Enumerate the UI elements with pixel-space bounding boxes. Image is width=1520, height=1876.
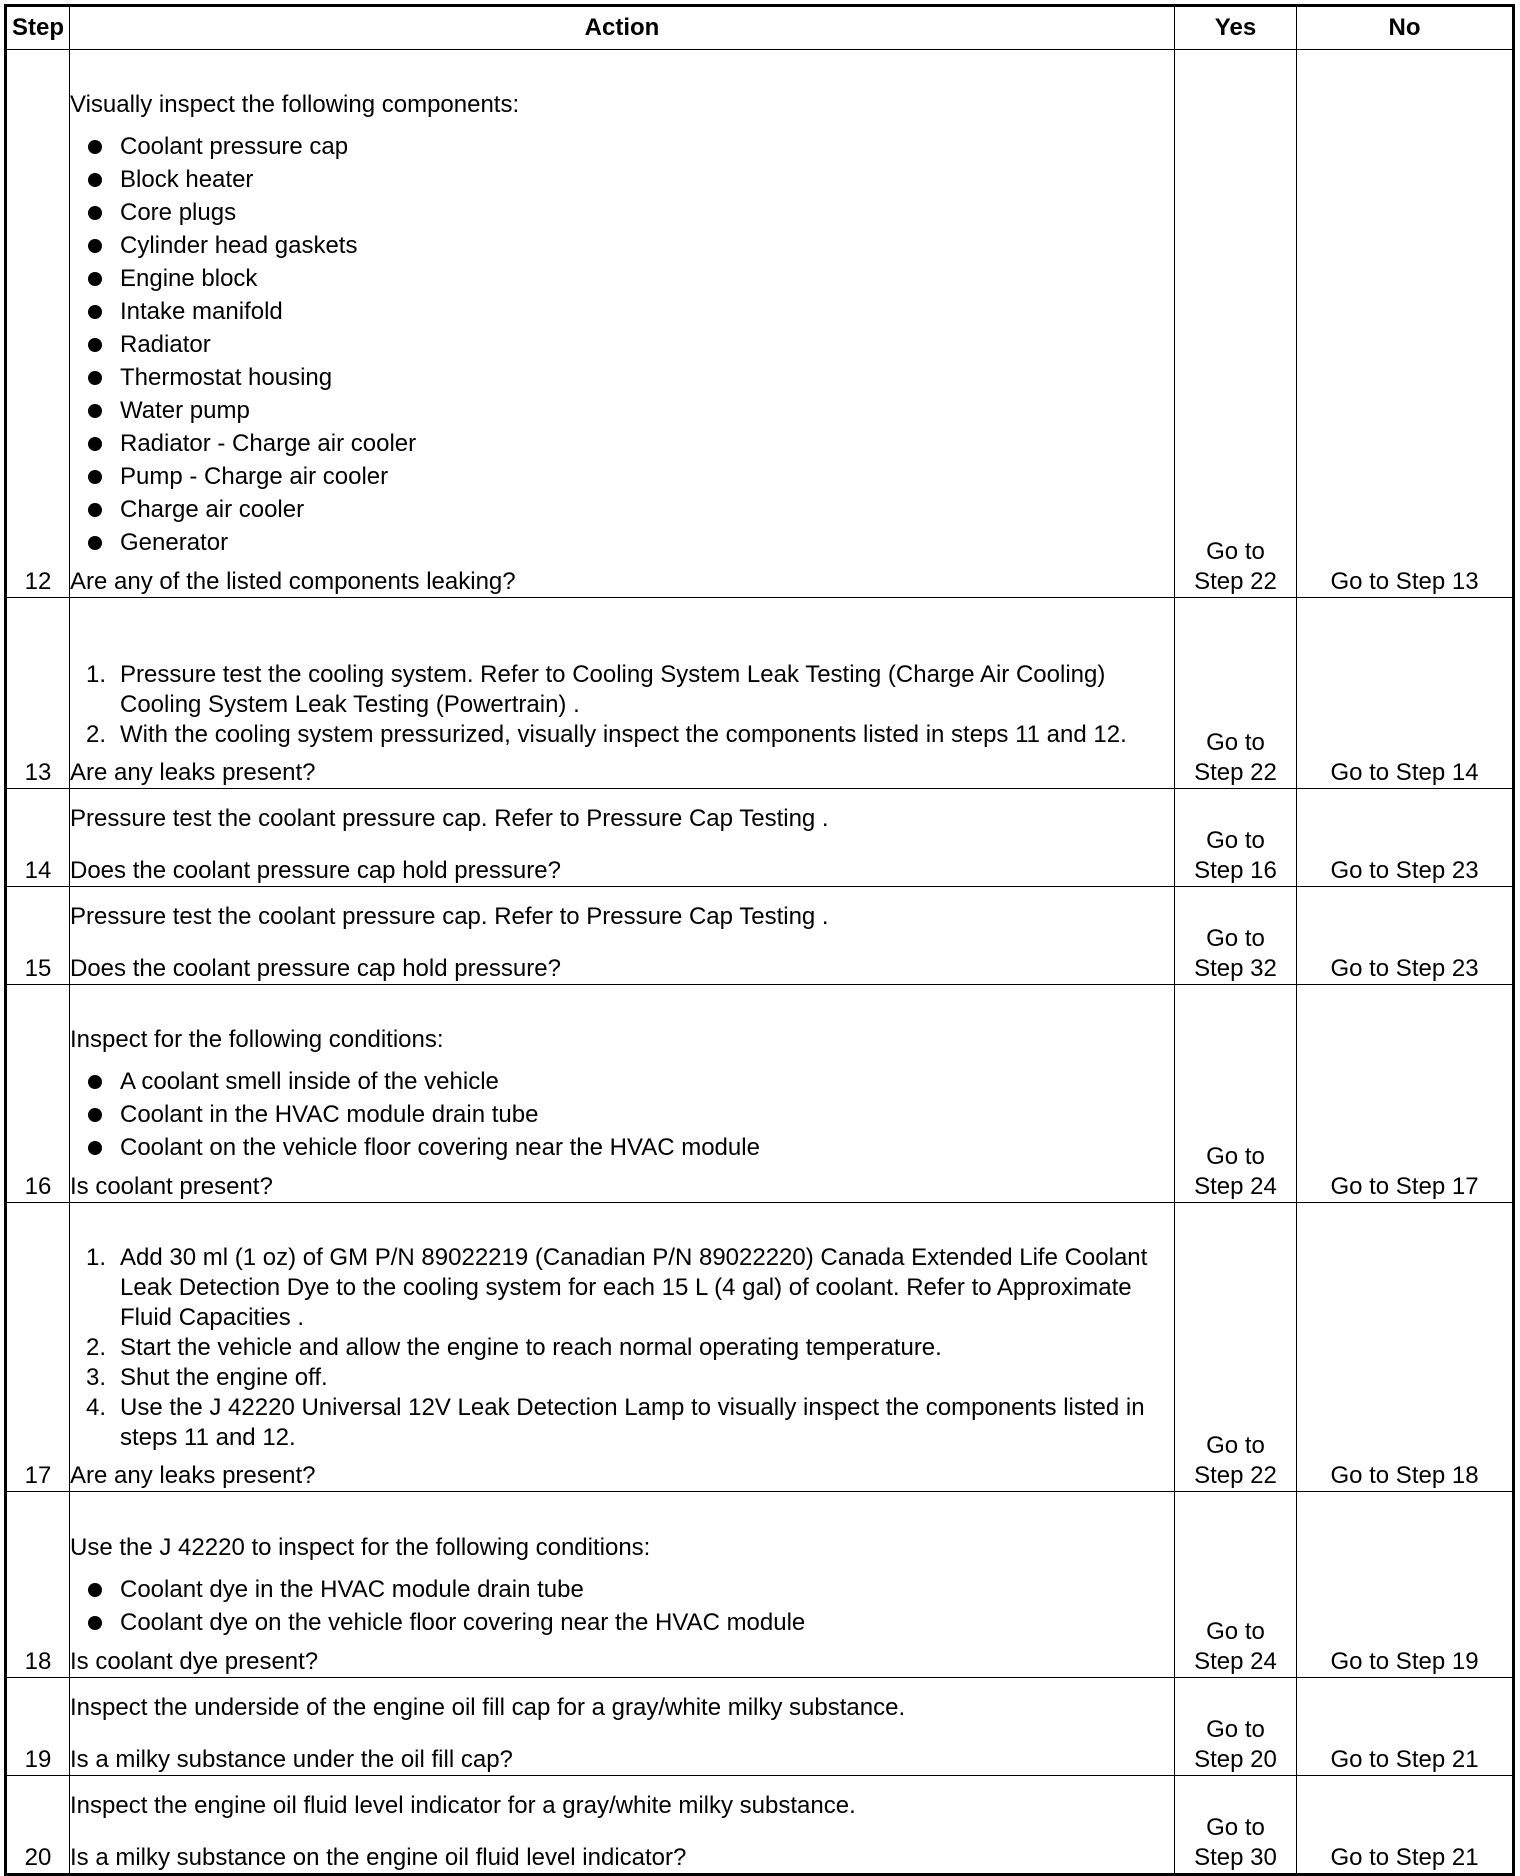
numbered-list <box>70 1243 1174 1453</box>
yes-goto-text: Go to <box>1206 1814 1265 1841</box>
numbered-item: Start the vehicle and allow the engine to reach normal operating temperature. <box>120 1334 942 1361</box>
bullet-item: Pump - Charge air cooler <box>70 460 1174 493</box>
action-instruction: Visually inspect the following components: <box>70 91 520 118</box>
yes-goto-text: Go to <box>1206 1716 1265 1743</box>
action-cell <box>70 789 1175 887</box>
spacer <box>70 834 1174 856</box>
yes-goto-text: Go to <box>1206 729 1265 756</box>
header-step: Step <box>6 6 70 50</box>
no-cell: Go to Step 23 <box>1297 887 1514 985</box>
spacer <box>70 1821 1174 1843</box>
bullet-list <box>70 130 1174 559</box>
action-question: Is a milky substance under the oil fill cap? <box>70 1746 513 1773</box>
step-number: 15 <box>6 887 70 985</box>
action-instruction: Inspect the engine oil fluid level indicator for a gray/white milky substance. <box>70 1792 856 1819</box>
yes-goto-text: Go to <box>1206 1618 1265 1645</box>
action-instruction: Inspect for the following conditions: <box>70 1026 444 1053</box>
yes-step-text: Step 22 <box>1194 568 1277 595</box>
bullet-item: Charge air cooler <box>70 493 1174 526</box>
yes-cell <box>1175 1492 1297 1678</box>
action-instruction: Pressure test the coolant pressure cap. Refer to Pressure Cap Testing . <box>70 903 829 930</box>
step-number: 18 <box>6 1492 70 1678</box>
step-number: 14 <box>6 789 70 887</box>
numbered-item: Pressure test the cooling system. Refer to Cooling System Leak Testing (Charge Air Cooling) Cooling System Leak Testing (Powertrain) . <box>120 661 1106 718</box>
action-question: Does the coolant pressure cap hold pressure? <box>70 857 561 884</box>
yes-goto-text: Go to <box>1206 1432 1265 1459</box>
action-cell <box>70 1203 1175 1492</box>
table-row <box>6 985 1514 1203</box>
table-row <box>6 1203 1514 1492</box>
step-number: 16 <box>6 985 70 1203</box>
no-cell: Go to Step 14 <box>1297 598 1514 789</box>
bullet-item: Block heater <box>70 163 1174 196</box>
numbered-item: With the cooling system pressurized, visually inspect the components listed in steps 11 and 12. <box>120 721 1127 748</box>
table-row <box>6 598 1514 789</box>
numbered-list <box>70 660 1174 750</box>
bullet-item: Radiator - Charge air cooler <box>70 427 1174 460</box>
yes-cell <box>1175 1203 1297 1492</box>
yes-step-text: Step 24 <box>1194 1648 1277 1675</box>
bullet-item: Coolant pressure cap <box>70 130 1174 163</box>
diagnostic-table <box>4 4 1515 1876</box>
action-question: Is a milky substance on the engine oil fluid level indicator? <box>70 1844 687 1871</box>
yes-step-text: Step 20 <box>1194 1746 1277 1773</box>
header-action: Action <box>70 6 1175 50</box>
bullet-item: Coolant in the HVAC module drain tube <box>70 1098 1174 1131</box>
bullet-item: Engine block <box>70 262 1174 295</box>
yes-cell <box>1175 1776 1297 1875</box>
step-number: 17 <box>6 1203 70 1492</box>
yes-step-text: Step 30 <box>1194 1844 1277 1871</box>
numbered-item: Use the J 42220 Universal 12V Leak Detection Lamp to visually inspect the components listed in steps 11 and 12. <box>120 1394 1145 1451</box>
spacer <box>70 1723 1174 1745</box>
bullet-item: Coolant on the vehicle floor covering near the HVAC module <box>70 1131 1174 1164</box>
yes-cell <box>1175 985 1297 1203</box>
bullet-item: A coolant smell inside of the vehicle <box>70 1065 1174 1098</box>
header-no: No <box>1297 6 1514 50</box>
action-question: Does the coolant pressure cap hold pressure? <box>70 955 561 982</box>
bullet-item: Coolant dye in the HVAC module drain tube <box>70 1573 1174 1606</box>
step-number: 13 <box>6 598 70 789</box>
bullet-item: Coolant dye on the vehicle floor covering near the HVAC module <box>70 1606 1174 1639</box>
action-instruction: Inspect the underside of the engine oil fill cap for a gray/white milky substance. <box>70 1694 906 1721</box>
yes-goto-text: Go to <box>1206 827 1265 854</box>
yes-step-text: Step 32 <box>1194 955 1277 982</box>
bullet-item: Radiator <box>70 328 1174 361</box>
no-cell: Go to Step 19 <box>1297 1492 1514 1678</box>
action-question: Is coolant dye present? <box>70 1648 319 1675</box>
bullet-list <box>70 1065 1174 1164</box>
yes-step-text: Step 22 <box>1194 759 1277 786</box>
action-cell <box>70 887 1175 985</box>
bullet-item: Generator <box>70 526 1174 559</box>
yes-cell <box>1175 50 1297 598</box>
bullet-list <box>70 1573 1174 1639</box>
yes-goto-text: Go to <box>1206 1143 1265 1170</box>
yes-cell <box>1175 598 1297 789</box>
action-cell <box>70 1492 1175 1678</box>
table-row <box>6 1776 1514 1875</box>
yes-goto-text: Go to <box>1206 925 1265 952</box>
action-question: Are any of the listed components leaking? <box>70 568 516 595</box>
step-number: 19 <box>6 1678 70 1776</box>
yes-step-text: Step 24 <box>1194 1173 1277 1200</box>
yes-step-text: Step 22 <box>1194 1462 1277 1489</box>
table-row <box>6 1678 1514 1776</box>
spacer <box>70 932 1174 954</box>
action-cell <box>70 1776 1175 1875</box>
header-yes: Yes <box>1175 6 1297 50</box>
no-cell: Go to Step 21 <box>1297 1678 1514 1776</box>
action-cell <box>70 50 1175 598</box>
yes-cell <box>1175 887 1297 985</box>
action-cell <box>70 985 1175 1203</box>
action-question: Are any leaks present? <box>70 759 316 786</box>
bullet-item: Thermostat housing <box>70 361 1174 394</box>
action-question: Are any leaks present? <box>70 1462 316 1489</box>
bullet-item: Intake manifold <box>70 295 1174 328</box>
bullet-item: Water pump <box>70 394 1174 427</box>
no-cell: Go to Step 21 <box>1297 1776 1514 1875</box>
header-row <box>6 6 1514 50</box>
step-number: 20 <box>6 1776 70 1875</box>
action-question: Is coolant present? <box>70 1173 273 1200</box>
numbered-item: Shut the engine off. <box>120 1364 328 1391</box>
yes-goto-text: Go to <box>1206 538 1265 565</box>
numbered-item: Add 30 ml (1 oz) of GM P/N 89022219 (Canadian P/N 89022220) Canada Extended Life Coolant Leak Detection Dye to the cooling system for each 15 L (4 gal) of coolant. Refer to Approximate Fluid Capacities . <box>120 1244 1148 1331</box>
no-cell: Go to Step 17 <box>1297 985 1514 1203</box>
table-row <box>6 789 1514 887</box>
table-row <box>6 1492 1514 1678</box>
step-number: 12 <box>6 50 70 598</box>
no-cell: Go to Step 18 <box>1297 1203 1514 1492</box>
bullet-item: Core plugs <box>70 196 1174 229</box>
no-cell: Go to Step 13 <box>1297 50 1514 598</box>
table-row <box>6 50 1514 598</box>
yes-cell <box>1175 1678 1297 1776</box>
no-cell: Go to Step 23 <box>1297 789 1514 887</box>
action-instruction: Use the J 42220 to inspect for the following conditions: <box>70 1534 651 1561</box>
yes-cell <box>1175 789 1297 887</box>
action-cell <box>70 598 1175 789</box>
yes-step-text: Step 16 <box>1194 857 1277 884</box>
action-cell <box>70 1678 1175 1776</box>
bullet-item: Cylinder head gaskets <box>70 229 1174 262</box>
action-instruction: Pressure test the coolant pressure cap. Refer to Pressure Cap Testing . <box>70 805 829 832</box>
table-row <box>6 887 1514 985</box>
